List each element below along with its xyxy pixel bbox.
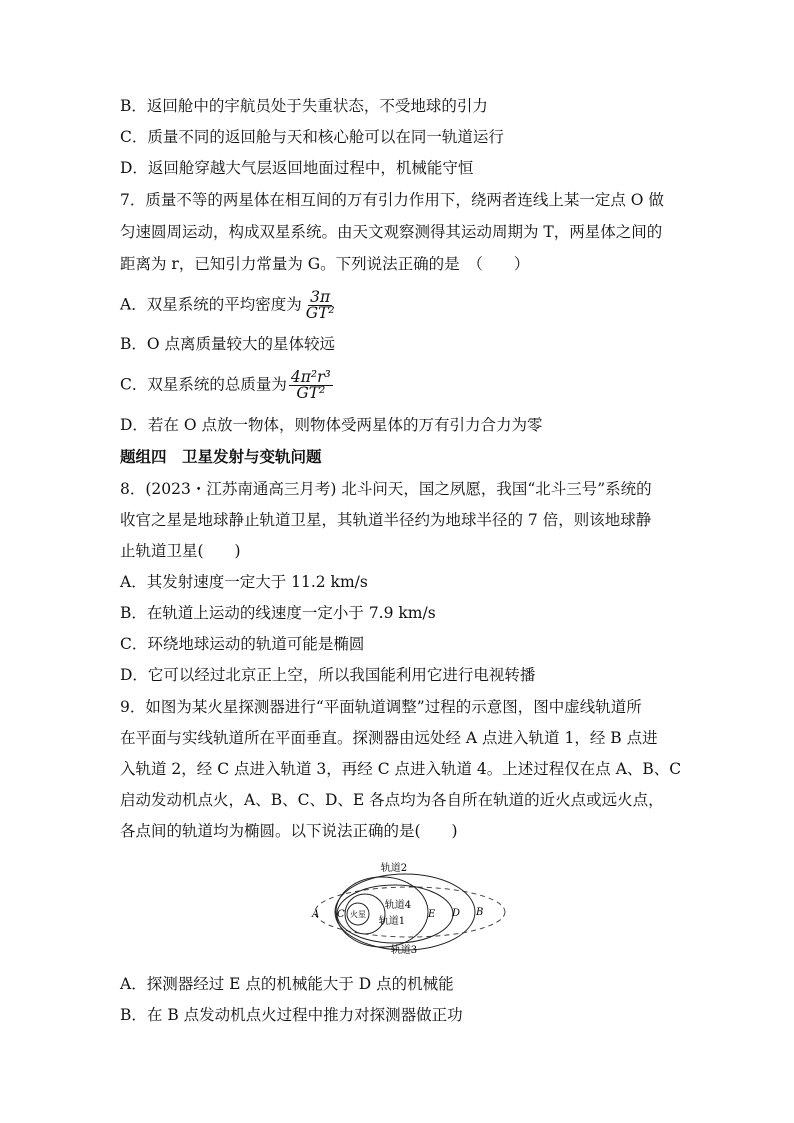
q9-stem-line2: 在平面与实线轨道所在平面垂直。探测器由远处经 A 点进入轨道 1，经 B 点进 [120,729,658,747]
orbit-2-label: 轨道2 [380,863,408,874]
q9-option-a: A．探测器经过 E 点的机械能大于 D 点的机械能 [120,975,454,993]
q6-option-b: B．返回舱中的宇航员处于失重状态，不受地球的引力 [120,97,488,115]
q8-option-b: B．在轨道上运动的线速度一定小于 7.9 km/s [120,604,436,622]
q9-stem-line4: 启动发动机点火，A、B、C、D、E 各点均为各自所在轨道的近火点或远火点， [120,791,664,809]
q9-stem-line1: 9．如图为某火星探测器进行“平面轨道调整”过程的示意图，图中虚线轨道所 [120,698,642,716]
fraction-numerator: 3π [310,288,331,306]
q7-option-a [120,290,680,321]
q7-stem-line2: 匀速圆周运动，构成双星系统。由天文观察测得其运动周期为 T，两星体之间的 [120,223,663,241]
point-a-label: A [312,909,320,920]
q7-option-a-text: A．双星系统的平均密度为 [120,295,302,314]
q6-option-c: C．质量不同的返回舱与天和核心舱可以在同一轨道运行 [120,128,504,146]
orbit-1-label: 轨道1 [378,916,406,927]
q7-option-d: D．若在 O 点放一物体，则物体受两星体的万有引力合力为零 [120,416,543,434]
q8-stem-line2: 收官之星是地球静止轨道卫星，其轨道半径约为地球半径的 7 倍，则该地球静 [120,511,652,529]
mass-fraction [289,370,333,401]
q8-stem-line1: 8．(2023・江苏南通高三月考) 北斗问天，国之夙愿，我国“北斗三号”系统的 [120,480,652,498]
fraction-numerator: 4π²r³ [290,368,331,386]
orbit-diagram [300,857,515,962]
density-fraction [304,290,337,321]
orbit-3-label: 轨道3 [390,945,418,956]
q7-option-c-text: C．双星系统的总质量为 [120,375,287,394]
q8-option-a: A．其发射速度一定大于 11.2 km/s [120,573,368,591]
q7-option-c [120,370,680,401]
q8-stem-line3: 止轨道卫星( ) [120,542,241,560]
q8-option-c: C．环绕地球运动的轨道可能是椭圆 [120,635,365,653]
q7-stem-line3: 距离为 r，已知引力常量为 G。下列说法正确的是 （ ） [120,255,530,273]
fraction-denominator: GT² [296,384,326,402]
point-b-label: B [476,907,484,918]
q9-stem-line5: 各点间的轨道均为椭圆。以下说法正确的是( ) [120,822,458,840]
q9-stem-line3: 入轨道 2，经 C 点进入轨道 3，再经 C 点进入轨道 4。上述过程仅在点 A、B、C [120,760,682,778]
q9-option-b: B．在 B 点发动机点火过程中推力对探测器做正功 [120,1006,463,1024]
point-d-label: D [452,908,461,919]
mars-label: 火星 [350,910,366,919]
point-c-label: C [337,909,345,920]
q6-option-d: D．返回舱穿越大气层返回地面过程中，机械能守恒 [120,159,474,177]
orbit-4-label: 轨道4 [384,900,412,911]
fraction-denominator: GT² [305,304,335,322]
section-title: 题组四 卫星发射与变轨问题 [120,447,322,466]
q7-option-b: B．O 点离质量较大的星体较远 [120,335,336,353]
q7-stem-line1: 7．质量不等的两星体在相互间的万有引力作用下，绕两者连线上某一定点 O 做 [120,191,664,209]
point-e-label: E [428,909,436,920]
q8-option-d: D．它可以经过北京正上空，所以我国能利用它进行电视转播 [120,666,536,684]
